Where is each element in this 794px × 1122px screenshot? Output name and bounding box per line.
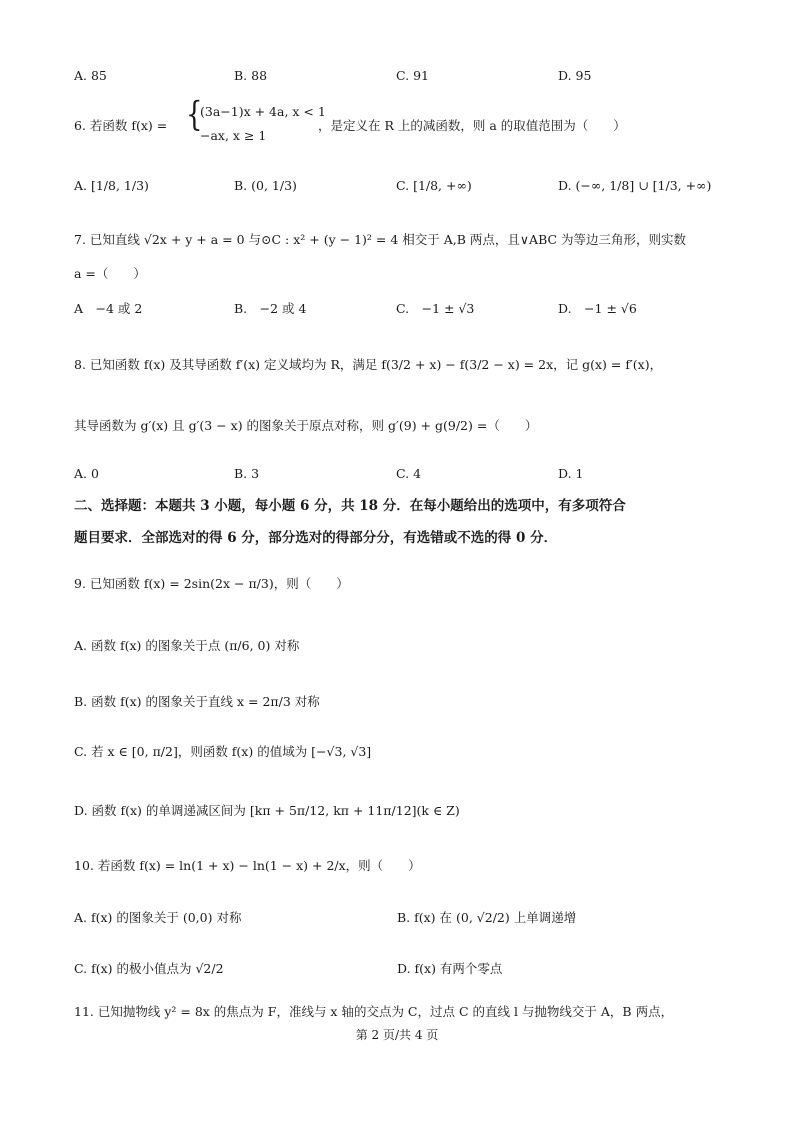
- q7-option-b: B. −2 或 4: [234, 301, 307, 316]
- q8-option-c: C. 4: [396, 466, 422, 481]
- q5-option-c: C. 91: [396, 68, 429, 83]
- q10-option-d: D. f(x) 有两个零点: [397, 961, 503, 976]
- q9-option-b: B. 函数 f(x) 的图象关于直线 x = 2π/3 对称: [74, 694, 320, 709]
- q5-option-a: A. 85: [74, 68, 107, 83]
- q7-option-d: D. −1 ± √6: [558, 301, 637, 316]
- q10-stem: 10. 若函数 f(x) = ln(1 + x) − ln(1 − x) + 2/x，则（ ）: [74, 858, 421, 873]
- q6-option-d: D. (−∞, 1/8] ∪ [1/3, +∞): [558, 178, 712, 193]
- q9-option-c: C. 若 x ∈ [0, π/2]，则函数 f(x) 的值域为 [−√3, √3]: [74, 744, 372, 759]
- section-2-line-2: 题目要求．全部选对的得 6 分，部分选对的得部分分，有选错或不选的得 0 分．: [74, 530, 558, 546]
- q6-stem-suffix: ，是定义在 R 上的减函数，则 a 的取值范围为（ ）: [318, 118, 626, 133]
- section-2-line-1: 二、选择题：本题共 3 小题，每小题 6 分，共 18 分．在每小题给出的选项中，有多项符合: [74, 498, 626, 514]
- q9-stem: 9. 已知函数 f(x) = 2sin(2x − π/3)，则（ ）: [74, 576, 349, 591]
- q7-stem-line-2: a =（ ）: [74, 266, 146, 281]
- q8-option-a: A. 0: [74, 466, 99, 481]
- q6-option-b: B. (0, 1/3): [234, 178, 297, 193]
- q6-option-a: A. [1/8, 1/3): [74, 178, 149, 193]
- q7-option-c: C. −1 ± √3: [396, 301, 475, 316]
- q6-piece-2: −ax, x ≥ 1: [200, 128, 267, 143]
- q9-option-a: A. 函数 f(x) 的图象关于点 (π/6, 0) 对称: [74, 638, 300, 653]
- q10-option-a: A. f(x) 的图象关于 (0,0) 对称: [74, 910, 242, 925]
- q10-option-c: C. f(x) 的极小值点为 √2/2: [74, 961, 224, 976]
- q11-stem: 11. 已知抛物线 y² = 8x 的焦点为 F，准线与 x 轴的交点为 C，过点 C 的直线 l 与抛物线交于 A，B 两点，: [74, 1004, 674, 1019]
- q6-piece-1: (3a−1)x + 4a, x < 1: [200, 104, 326, 119]
- q7-stem-line-1: 7. 已知直线 √2x + y + a = 0 与⊙C : x² + (y − 1)² = 4 相交于 A,B 两点，且∨ABC 为等边三角形，则实数: [74, 232, 687, 247]
- q10-option-b: B. f(x) 在 (0, √2/2) 上单调递增: [397, 910, 577, 925]
- q6-stem-prefix: 6. 若函数 f(x) =: [74, 118, 168, 133]
- q8-stem-line-2: 其导函数为 g′(x) 且 g′(3 − x) 的图象关于原点对称，则 g′(9) + g(9/2) =（ ）: [74, 418, 538, 433]
- q5-option-b: B. 88: [234, 68, 268, 83]
- q7-option-a: A −4 或 2: [74, 301, 143, 316]
- q5-option-d: D. 95: [558, 68, 592, 83]
- q6-brace: {: [186, 95, 203, 135]
- q8-option-d: D. 1: [558, 466, 584, 481]
- page-footer: 第 2 页/共 4 页: [355, 1028, 439, 1042]
- q6-option-c: C. [1/8, +∞): [396, 178, 472, 193]
- q9-option-d: D. 函数 f(x) 的单调递减区间为 [kπ + 5π/12, kπ + 11π/12](k ∈ Z): [74, 803, 460, 818]
- q8-stem-line-1: 8. 已知函数 f(x) 及其导函数 f′(x) 定义域均为 R，满足 f(3/2 + x) − f(3/2 − x) = 2x，记 g(x) = f′(x)，: [74, 357, 663, 372]
- q8-option-b: B. 3: [234, 466, 260, 481]
